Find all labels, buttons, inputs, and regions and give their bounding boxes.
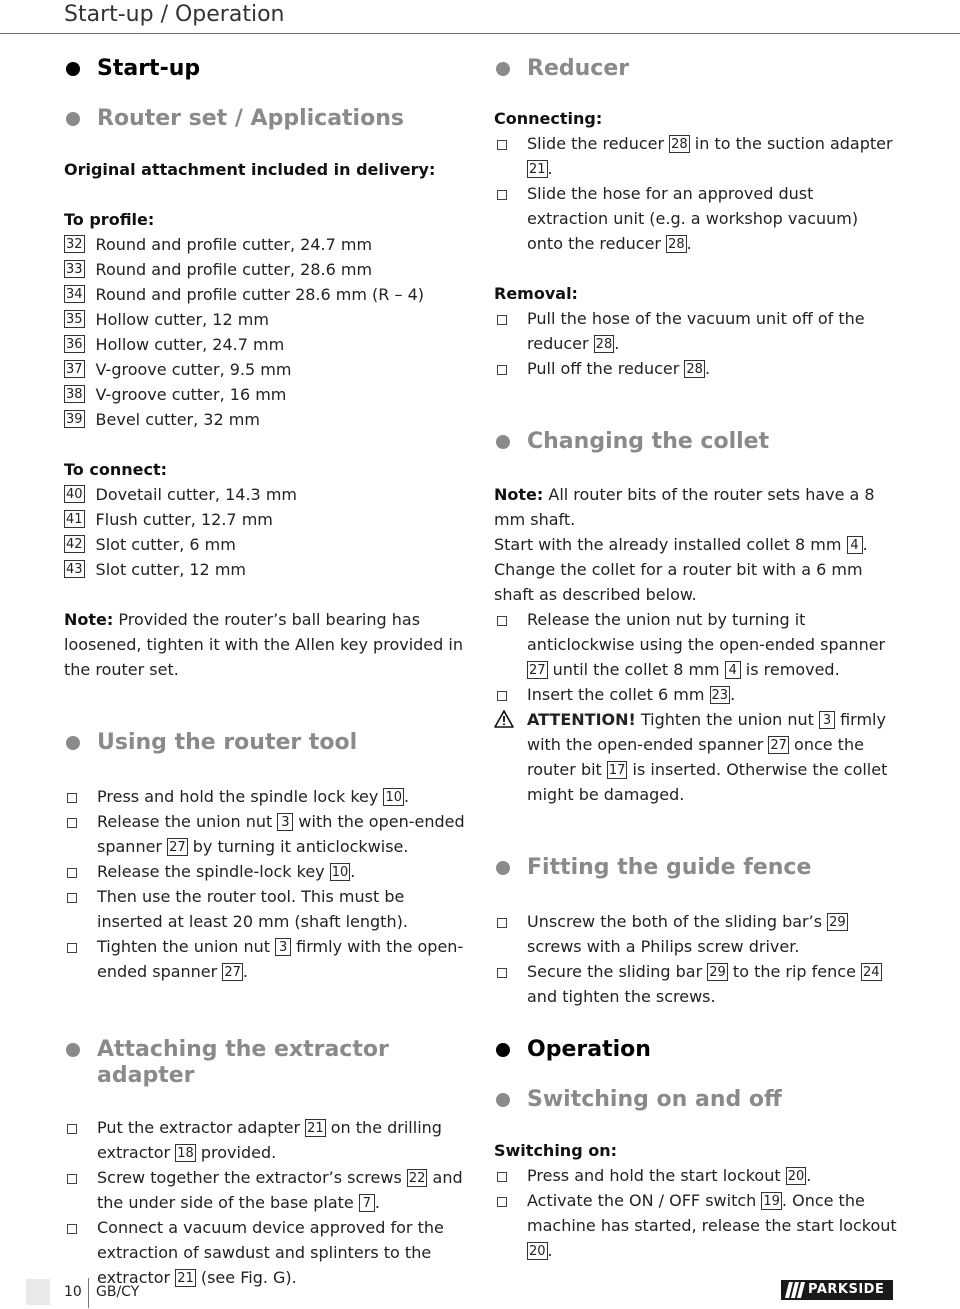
step-text: Press and hold the start lockout [527, 1166, 786, 1185]
step-text: Put the extractor adapter [97, 1118, 306, 1137]
step-text: with the open-ended spanner [97, 812, 465, 856]
item-text: V-groove cutter, 16 mm [95, 385, 287, 404]
step-text: . [730, 685, 736, 704]
step-item [494, 959, 898, 1009]
step-item [64, 884, 468, 934]
list-item [64, 357, 468, 382]
attention-label: ATTENTION! [527, 710, 636, 729]
part-number: 4 [847, 536, 863, 554]
section-reducer-title: Reducer [494, 56, 898, 82]
step-text: screws with a Philips screw driver. [527, 937, 800, 956]
part-number: 32 [66, 237, 83, 252]
step-item [494, 1188, 898, 1263]
item-text: V-groove cutter, 9.5 mm [95, 360, 292, 379]
removal-steps [494, 306, 898, 381]
step-text: and the under side of the base plate [97, 1168, 463, 1212]
part-number: 22 [408, 1171, 426, 1186]
part-number: 24 [863, 965, 880, 980]
step-item [64, 784, 468, 809]
step-text: Release the spindle-lock key [97, 862, 330, 881]
router-set-note [64, 607, 468, 682]
step-text: . [242, 962, 248, 981]
section-fence-title: Fitting the guide fence [494, 855, 898, 881]
step-text: Tighten the union nut [97, 937, 276, 956]
list-item [64, 507, 468, 532]
step-text: . [686, 234, 692, 253]
section-using-title: Using the router tool [64, 730, 468, 756]
part-number: 10 [385, 790, 402, 805]
item-text: Slot cutter, 6 mm [95, 535, 236, 554]
left-column [64, 50, 468, 984]
part-number: 4 [725, 661, 741, 679]
part-number: 33 [66, 262, 83, 277]
part-number: 43 [66, 562, 83, 577]
part-number: 34 [66, 287, 83, 302]
part-number: 18 [177, 1146, 194, 1161]
step-item [64, 1115, 468, 1165]
step-text: Release the union nut by turning it anticlockwise using the open-ended spanner [527, 610, 886, 654]
step-item [64, 934, 468, 984]
item-text: Flush cutter, 12.7 mm [95, 510, 273, 529]
connecting-steps [494, 131, 898, 256]
part-number: 3 [277, 813, 293, 831]
fence-steps [494, 909, 898, 1009]
step-text: Secure the sliding bar [527, 962, 708, 981]
step-item [64, 859, 468, 884]
collet-steps [494, 607, 898, 807]
step-text: firmly with the open-ended spanner [97, 937, 464, 981]
step-text: Slide the hose for an approved dust extraction unit (e.g. a workshop vacuum) onto the reducer [527, 184, 859, 253]
using-steps [64, 784, 468, 984]
section-collet-title: Changing the collet [494, 429, 898, 455]
part-number: 29 [829, 915, 846, 930]
logo-stripes-icon [781, 1280, 805, 1300]
switching-steps [494, 1163, 898, 1263]
part-number: 28 [686, 362, 703, 377]
part-number: 21 [529, 162, 546, 177]
list-item [64, 482, 468, 507]
step-item [494, 181, 898, 256]
step-item [494, 131, 898, 181]
collet-paragraph [494, 532, 898, 557]
section-router-set-title: Router set / Applications [64, 106, 468, 132]
attention-item [494, 707, 898, 807]
parkside-logo [781, 1280, 893, 1300]
step-text: provided. [195, 1143, 277, 1162]
step-text: . [806, 1166, 812, 1185]
part-number: 41 [66, 512, 83, 527]
list-item [64, 282, 468, 307]
part-number: 37 [66, 362, 83, 377]
part-number: 20 [529, 1244, 546, 1259]
part-number: 23 [711, 688, 729, 703]
list-item [64, 232, 468, 257]
step-text: Connect a vacuum device approved for the extraction of sawdust and splinters to the extractor [97, 1218, 444, 1287]
item-text: Slot cutter, 12 mm [95, 560, 246, 579]
part-number: 28 [671, 137, 688, 152]
step-text: Press and hold the spindle lock key [97, 787, 384, 806]
section-switching-title: Switching on and off [494, 1087, 898, 1113]
part-number: 7 [359, 1194, 375, 1212]
step-text: once the router bit [527, 735, 864, 779]
part-number: 27 [224, 965, 241, 980]
step-text: (see Fig. G). [195, 1268, 297, 1287]
page-header [0, 0, 960, 34]
original-attachment-heading: Original attachment included in delivery: [64, 160, 436, 179]
connecting-heading: Connecting: [494, 109, 603, 128]
step-text: Pull off the reducer [527, 359, 685, 378]
footer-grey-box [26, 1279, 50, 1305]
section-extractor-title: Attaching the extractor adapter [64, 1037, 468, 1089]
part-number: 21 [177, 1271, 194, 1286]
part-number: 17 [608, 763, 626, 778]
step-text: is inserted. Otherwise the collet might be damaged. [527, 760, 888, 804]
bottom-right-column [494, 1037, 898, 1263]
step-text: Activate the ON / OFF switch [527, 1191, 762, 1210]
list-item [64, 307, 468, 332]
header-title: Start-up / Operation [64, 2, 285, 27]
step-text: on the drilling extractor [97, 1118, 442, 1162]
step-text: Tighten the union nut [635, 710, 819, 729]
step-text: to the rip fence [727, 962, 862, 981]
step-text: Then use the router tool. This must be inserted at least 20 mm (shaft length). [97, 887, 408, 931]
warning-triangle-icon [494, 710, 514, 728]
bottom-left-column [64, 1037, 468, 1290]
part-number: 36 [66, 337, 83, 352]
part-number: 29 [709, 965, 726, 980]
item-text: Bevel cutter, 32 mm [95, 410, 260, 429]
profile-list [64, 232, 468, 432]
footer-language: GB/CY [96, 1284, 140, 1300]
list-item [64, 407, 468, 432]
collet-paragraph: Change the collet for a router bit with a 6 mm shaft as described below. [494, 560, 863, 604]
step-text: by turning it anticlockwise. [187, 837, 409, 856]
part-number: 19 [763, 1194, 780, 1209]
step-text: . Once the machine has started, release the start lockout [527, 1191, 897, 1235]
step-item [494, 607, 898, 682]
step-text: Insert the collet 6 mm [527, 685, 710, 704]
step-text: Unscrew the both of the sliding bar’s [527, 912, 828, 931]
list-item [64, 532, 468, 557]
part-number: 10 [331, 865, 349, 880]
note-label: Note: [494, 485, 544, 504]
part-number: 3 [275, 938, 291, 956]
step-text: . [704, 359, 711, 378]
step-text: . [350, 862, 356, 881]
part-number: 38 [66, 387, 83, 402]
step-item [494, 1163, 898, 1188]
step-item [64, 1215, 468, 1290]
item-text: Hollow cutter, 12 mm [95, 310, 269, 329]
step-text: . [614, 334, 620, 353]
step-text: firmly with the open-ended spanner [527, 710, 886, 754]
connect-list [64, 482, 468, 582]
part-number: 27 [529, 663, 546, 678]
part-number: 27 [770, 738, 787, 753]
part-number: 39 [66, 412, 83, 427]
step-text: Pull the hose of the vacuum unit off of the reducer [527, 309, 865, 353]
extractor-steps [64, 1115, 468, 1290]
step-text: . [547, 159, 553, 178]
step-item [64, 809, 468, 859]
step-text: and tighten the screws. [527, 987, 716, 1006]
footer-divider [88, 1278, 89, 1308]
to-connect-heading: To connect: [64, 460, 167, 479]
item-text: Hollow cutter, 24.7 mm [95, 335, 285, 354]
switching-on-heading: Switching on: [494, 1141, 617, 1160]
logo-text: PARKSIDE [808, 1282, 885, 1297]
step-item [494, 356, 898, 381]
section-startup-title: Start-up [64, 56, 468, 82]
list-item [64, 557, 468, 582]
item-text: Round and profile cutter, 28.6 mm [95, 260, 373, 279]
part-number: 28 [668, 237, 685, 252]
item-text: Dovetail cutter, 14.3 mm [95, 485, 297, 504]
step-text: Release the union nut [97, 812, 278, 831]
right-column [494, 50, 898, 1009]
note-text: Provided the router’s ball bearing has loosened, tighten it with the Allen key provided in the router set. [64, 610, 463, 679]
paragraph-text: . [862, 535, 868, 554]
removal-heading: Removal: [494, 284, 578, 303]
part-number: 28 [595, 337, 613, 352]
step-item [494, 682, 898, 707]
step-item [64, 1165, 468, 1215]
part-number: 27 [169, 840, 186, 855]
part-number: 42 [66, 537, 83, 552]
collet-note [494, 482, 898, 532]
item-text: Round and profile cutter 28.6 mm (R – 4) [95, 285, 424, 304]
step-text: . [403, 787, 410, 806]
part-number: 3 [819, 711, 835, 729]
list-item [64, 382, 468, 407]
step-text: in to the suction adapter [689, 134, 893, 153]
step-text: is removed. [740, 660, 840, 679]
paragraph-text: Start with the already installed collet 8 mm [494, 535, 847, 554]
part-number: 21 [307, 1121, 324, 1136]
note-label: Note: [64, 610, 114, 629]
section-operation-title: Operation [494, 1037, 898, 1063]
list-item [64, 332, 468, 357]
step-text: . [374, 1193, 380, 1212]
step-text: Slide the reducer [527, 134, 670, 153]
part-number: 20 [787, 1169, 805, 1184]
step-text: until the collet 8 mm [547, 660, 725, 679]
page-number: 10 [64, 1284, 82, 1300]
step-text: Screw together the extractor’s screws [97, 1168, 407, 1187]
list-item [64, 257, 468, 282]
step-item [494, 909, 898, 959]
part-number: 35 [66, 312, 83, 327]
step-item [494, 306, 898, 356]
part-number: 40 [66, 487, 83, 502]
item-text: Round and profile cutter, 24.7 mm [95, 235, 373, 254]
to-profile-heading: To profile: [64, 210, 155, 229]
note-text: All router bits of the router sets have a 8 mm shaft. [494, 485, 875, 529]
step-text: . [547, 1241, 553, 1260]
